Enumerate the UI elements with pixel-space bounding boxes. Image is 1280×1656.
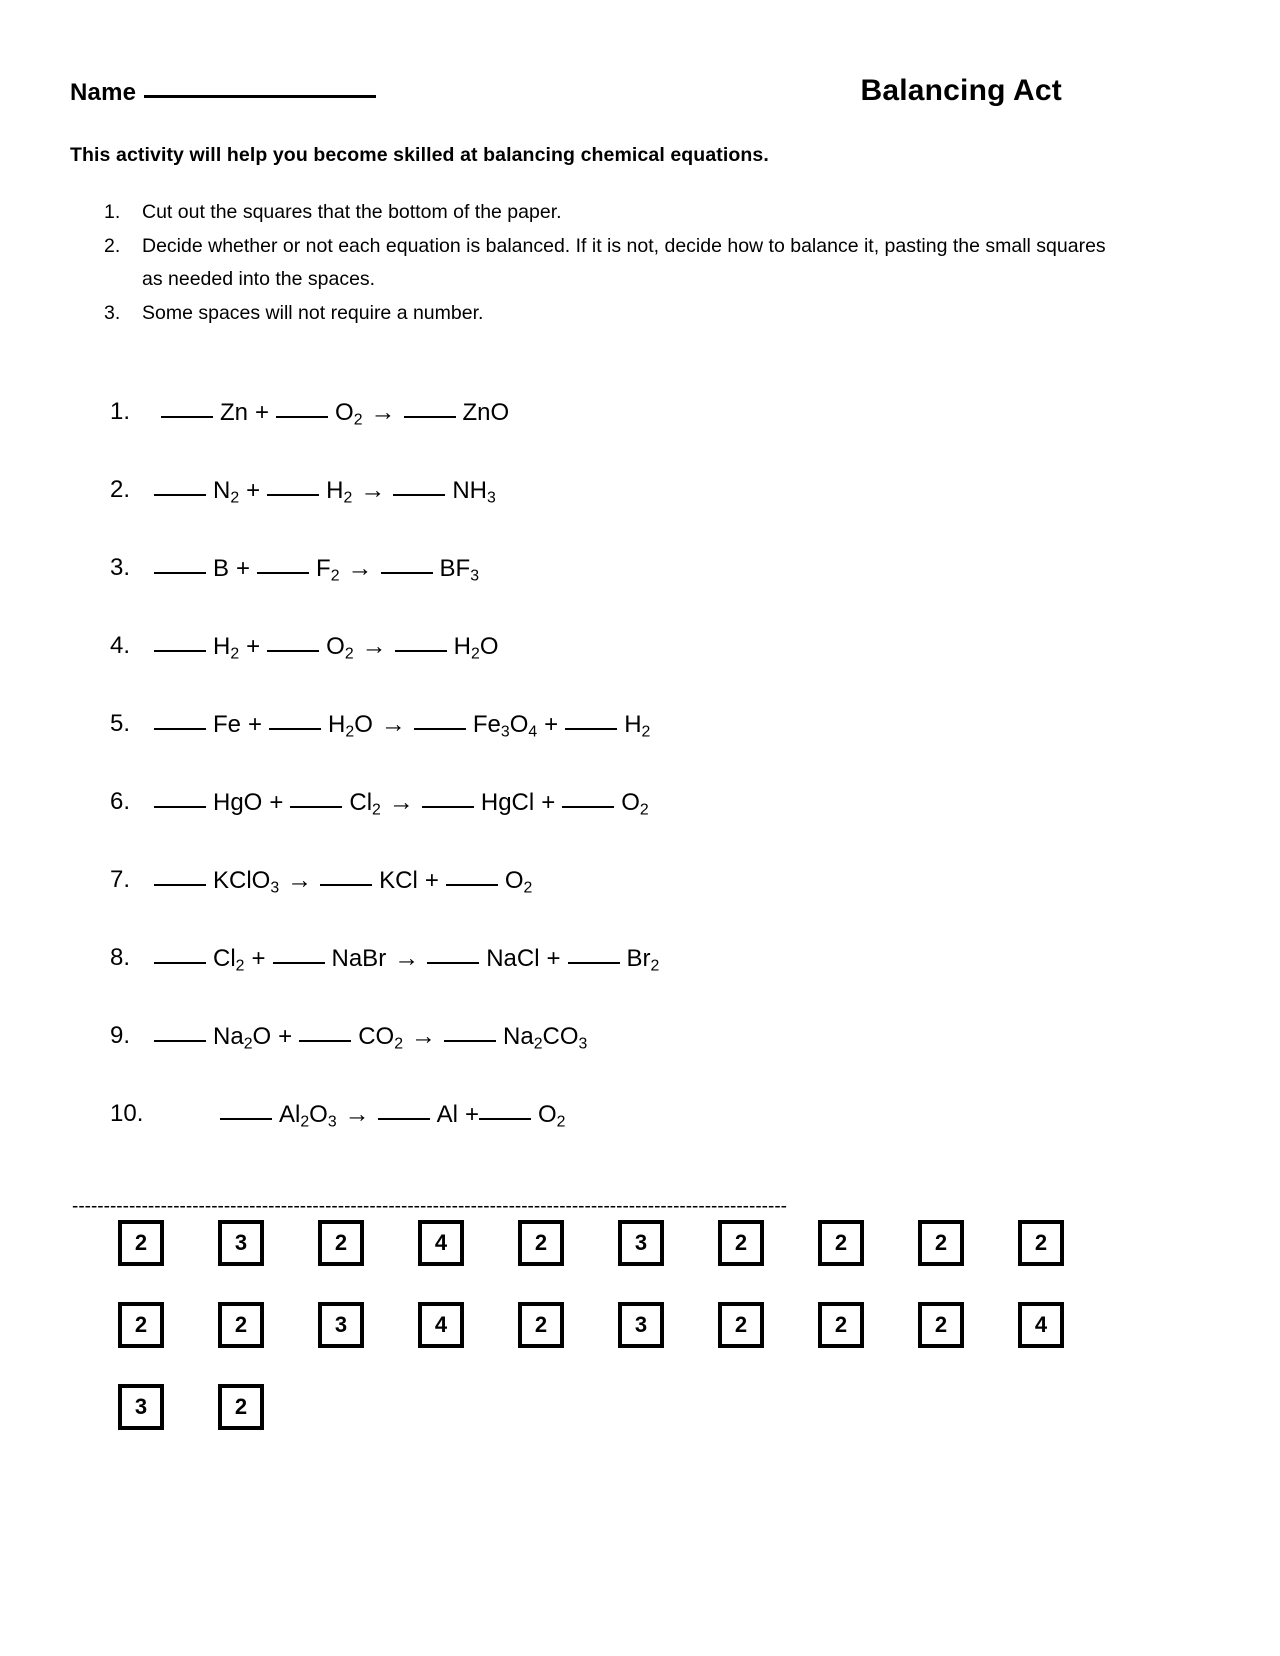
- equation-number: 6.: [110, 788, 131, 815]
- number-tile[interactable]: 2: [118, 1302, 164, 1348]
- coefficient-blank[interactable]: [378, 1118, 430, 1120]
- instruction-number: 3.: [104, 301, 121, 324]
- name-label-text: Name: [70, 79, 137, 106]
- instruction-item: [104, 230, 1114, 297]
- reaction-arrow-icon: →: [411, 1022, 436, 1050]
- number-tile[interactable]: 2: [218, 1384, 264, 1430]
- coefficient-blank[interactable]: [404, 416, 456, 418]
- number-tile[interactable]: 3: [618, 1302, 664, 1348]
- coefficient-blank[interactable]: [154, 884, 206, 886]
- equation-body: $Fe + H_2O \to Fe_3O_4 + H_2$: [154, 710, 1170, 739]
- reaction-arrow-icon: →: [347, 554, 373, 582]
- coefficient-blank[interactable]: [290, 806, 342, 808]
- coefficient-blank[interactable]: [154, 806, 206, 808]
- coefficient-blank[interactable]: [422, 806, 474, 808]
- number-tile[interactable]: 2: [818, 1220, 864, 1266]
- number-tile[interactable]: 4: [418, 1220, 464, 1266]
- coefficient-blank[interactable]: [269, 728, 321, 730]
- equation-body: $Zn + O_2$ → ZnO: [154, 398, 1170, 427]
- equation-body: $B + F_2 \to BF_3$: [154, 554, 1170, 583]
- instruction-text: Cut out the squares that the bottom of the paper.: [142, 201, 562, 223]
- equation-row: [110, 944, 1170, 1022]
- equation-number: 5.: [110, 710, 131, 737]
- cutout-tile-grid: [118, 1220, 1158, 1466]
- coefficient-blank[interactable]: [395, 650, 447, 652]
- coefficient-blank[interactable]: [444, 1040, 496, 1042]
- equation-row: [110, 710, 1170, 788]
- tile-row: [118, 1220, 1158, 1302]
- coefficient-blank[interactable]: [154, 962, 206, 964]
- equation-number: 7.: [110, 866, 131, 893]
- coefficient-blank[interactable]: [446, 884, 498, 886]
- coefficient-blank[interactable]: [220, 1118, 272, 1120]
- instruction-text: Some spaces will not require a number.: [142, 301, 484, 324]
- number-tile[interactable]: 2: [118, 1220, 164, 1266]
- equation-number: 10.: [110, 1100, 144, 1127]
- number-tile[interactable]: 2: [718, 1302, 764, 1348]
- instruction-item: [104, 196, 1114, 230]
- equation-row: [110, 554, 1170, 632]
- number-tile[interactable]: 2: [318, 1220, 364, 1266]
- equation-row: [110, 632, 1170, 710]
- coefficient-blank[interactable]: [320, 884, 372, 886]
- number-tile[interactable]: 2: [1018, 1220, 1064, 1266]
- equation-number: 2.: [110, 476, 131, 503]
- number-tile[interactable]: 2: [218, 1302, 264, 1348]
- equation-body: KClO$_3$ → KCl + $O_2$: [154, 866, 1170, 895]
- coefficient-blank[interactable]: [276, 416, 328, 418]
- reaction-arrow-icon: →: [370, 398, 396, 426]
- number-tile[interactable]: 3: [118, 1384, 164, 1430]
- instruction-list: [104, 196, 1114, 330]
- equation-body: HgO + $Cl_2$ → HgCl + $O_2$: [154, 788, 1170, 817]
- reaction-arrow-icon: →: [380, 710, 406, 738]
- coefficient-blank[interactable]: [257, 572, 309, 574]
- coefficient-blank[interactable]: [154, 572, 206, 574]
- instruction-text: Decide whether or not each equation is balanced. If it is not, decide how to balance it, pasting the small squares as needed into the spaces.: [142, 234, 1106, 291]
- equation-row: [110, 398, 1170, 476]
- reaction-arrow-icon: →: [287, 866, 313, 894]
- coefficient-blank[interactable]: [267, 494, 319, 496]
- tile-row: [118, 1302, 1158, 1384]
- coefficient-blank[interactable]: [299, 1040, 351, 1042]
- number-tile[interactable]: 2: [918, 1220, 964, 1266]
- equation-body: $Na_2O + CO_2 \to Na_2CO_3$: [154, 1022, 1170, 1051]
- equation-body: $N_2 + H_2 \to NH_3$: [154, 476, 1170, 505]
- equation-number: 8.: [110, 944, 131, 971]
- number-tile[interactable]: 3: [618, 1220, 664, 1266]
- coefficient-blank[interactable]: [414, 728, 466, 730]
- coefficient-blank[interactable]: [267, 650, 319, 652]
- reaction-arrow-icon: →: [394, 944, 420, 972]
- coefficient-blank[interactable]: [161, 416, 213, 418]
- equation-body: $Al_2O_3 \to Al + O_2$: [220, 1100, 1170, 1129]
- equation-list: [110, 398, 1170, 1178]
- coefficient-blank[interactable]: [562, 806, 614, 808]
- number-tile[interactable]: 2: [718, 1220, 764, 1266]
- equation-body: $Cl_2$ + NaBr → NaCl + $Br_2$: [154, 944, 1170, 973]
- coefficient-blank[interactable]: [565, 728, 617, 730]
- number-tile[interactable]: 4: [1018, 1302, 1064, 1348]
- number-tile[interactable]: 3: [218, 1220, 264, 1266]
- lead-sentence: This activity will help you become skilled at balancing chemical equations.: [70, 144, 769, 166]
- page-title: Balancing Act: [860, 74, 1062, 107]
- coefficient-blank[interactable]: [154, 650, 206, 652]
- coefficient-blank[interactable]: [154, 494, 206, 496]
- coefficient-blank[interactable]: [427, 962, 479, 964]
- number-tile[interactable]: 2: [918, 1302, 964, 1348]
- cut-line: -----------------------------------------------------------------------------------------------------------------: [72, 1196, 787, 1217]
- coefficient-blank[interactable]: [154, 1040, 206, 1042]
- equation-number: 1.: [110, 398, 131, 425]
- coefficient-blank[interactable]: [381, 572, 433, 574]
- equation-number: 9.: [110, 1022, 131, 1049]
- page-header: [70, 74, 1210, 108]
- instruction-number: 2.: [104, 234, 121, 257]
- equation-number: 3.: [110, 554, 131, 581]
- reaction-arrow-icon: →: [388, 788, 414, 816]
- reaction-arrow-icon: →: [344, 1100, 370, 1128]
- coefficient-blank[interactable]: [479, 1118, 531, 1120]
- reaction-arrow-icon: →: [361, 632, 387, 660]
- equation-row: [110, 788, 1170, 866]
- instruction-number: 1.: [104, 201, 121, 223]
- name-field-label: [70, 79, 376, 107]
- name-write-in-rule[interactable]: [144, 95, 376, 98]
- number-tile[interactable]: 2: [518, 1302, 564, 1348]
- number-tile[interactable]: 2: [518, 1220, 564, 1266]
- instruction-item: [104, 297, 1114, 331]
- coefficient-blank[interactable]: [568, 962, 620, 964]
- number-tile[interactable]: 2: [818, 1302, 864, 1348]
- number-tile[interactable]: 3: [318, 1302, 364, 1348]
- equation-row: [110, 1022, 1170, 1100]
- coefficient-blank[interactable]: [273, 962, 325, 964]
- number-tile[interactable]: 4: [418, 1302, 464, 1348]
- reaction-arrow-icon: →: [360, 476, 386, 504]
- coefficient-blank[interactable]: [393, 494, 445, 496]
- equation-row: [110, 1100, 1170, 1178]
- tile-row: [118, 1384, 1158, 1466]
- coefficient-blank[interactable]: [154, 728, 206, 730]
- equation-body: $H_2 + O_2 \to H_2O$: [154, 632, 1170, 661]
- equation-row: [110, 866, 1170, 944]
- equation-number: 4.: [110, 632, 131, 659]
- equation-row: [110, 476, 1170, 554]
